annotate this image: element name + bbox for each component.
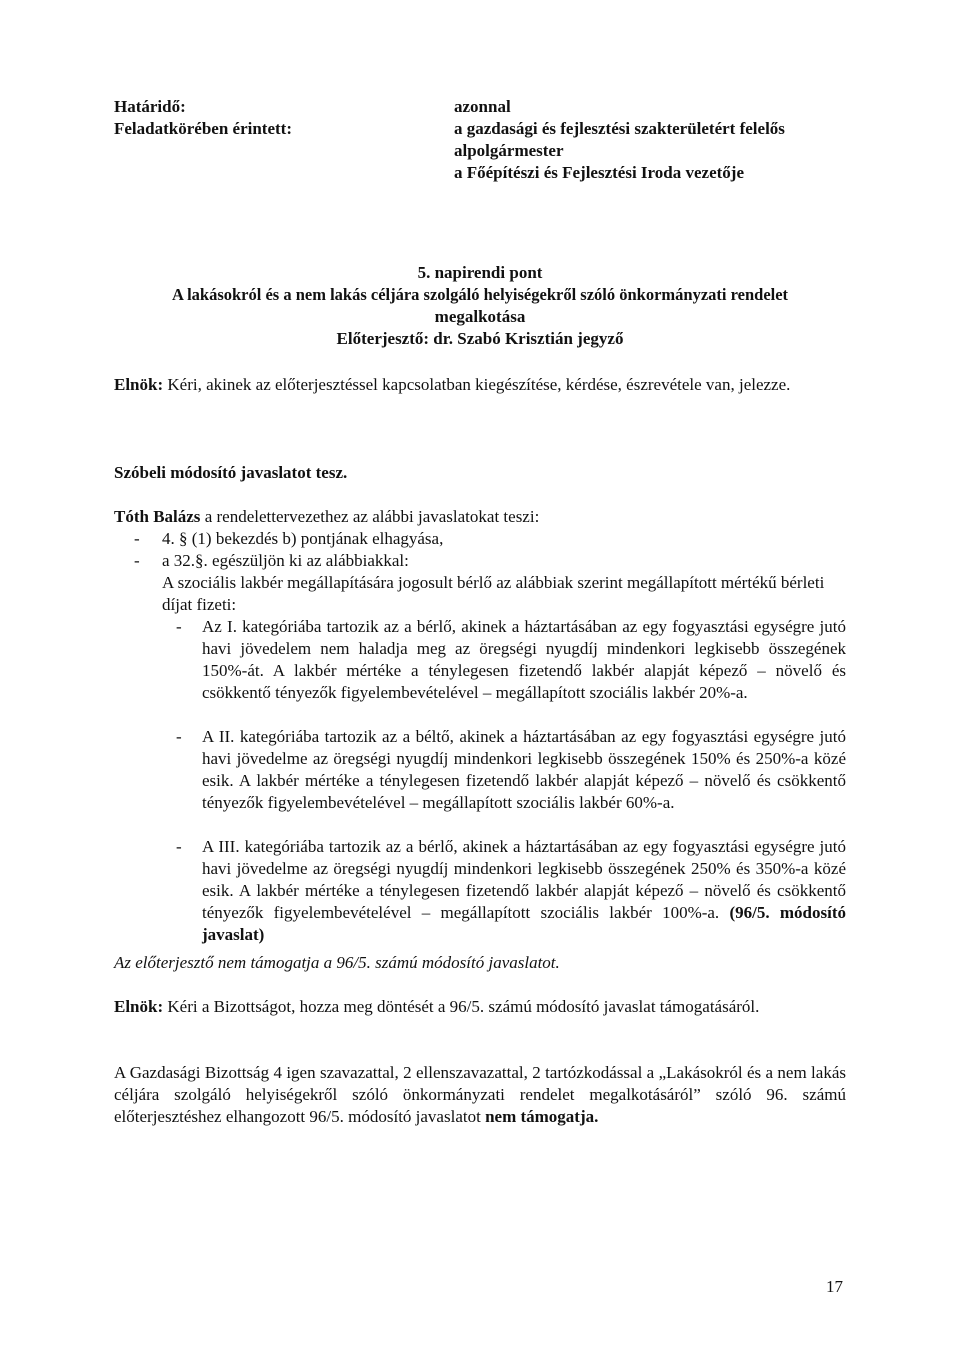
responsible-value-2: alpolgármester bbox=[454, 141, 564, 160]
proposal-item-1: 4. § (1) bekezdés b) pontjának elhagyása, bbox=[162, 529, 444, 548]
chair-speaker-2: Elnök: bbox=[114, 997, 164, 1016]
dash-cat-2: - bbox=[176, 727, 182, 746]
proposal-item-2: a 32.§. egészüljön ki az alábbiakkal: bbox=[162, 551, 409, 570]
dash-cat-1: - bbox=[176, 617, 182, 636]
category-3-body: A III. kategóriába tartozik az a bérlő, akinek a háztartásában az egy fogyasztási egységre jutó havi jövedelme az öregségi nyugdíj mindenkori legkisebb összegének 250% és 350%-a közé esik. A lakbér mértéke a ténylegesen fizetendő lakbér alapját képező – növelő és csökkentő tényezők figyelembevételével – megállapított szociális lakbér 100%-a. bbox=[202, 837, 846, 922]
deadline-label: Határidő: bbox=[114, 97, 186, 116]
oral-amendment-heading: Szóbeli módosító javaslatot tesz. bbox=[114, 463, 348, 482]
dash-1: - bbox=[134, 529, 140, 548]
responsible-label: Feladatkörében érintett: bbox=[114, 119, 292, 138]
responsible-value-3: a Főépítészi és Fejlesztési Iroda vezetője bbox=[454, 163, 744, 182]
agenda-number: 5. napirendi pont bbox=[417, 263, 543, 282]
agenda-title-line2: megalkotása bbox=[434, 307, 526, 326]
dash-cat-3: - bbox=[176, 837, 182, 856]
category-3-text bbox=[202, 836, 846, 946]
chair-vote-text: Kéri a Bizottságot, hozza meg döntését a 96/5. számú módosító javaslat támogatásáról. bbox=[163, 997, 760, 1016]
decision-text: A Gazdasági Bizottság 4 igen szavazattal, 2 ellenszavazattal, 2 tartózkodással a „Lakásokról és a nem lakás céljára szolgáló helyiségekről szóló önkormányzati rendelet megalkotásáról” szóló 96. számú előterjesztéshez elhangozott 96/5. módosító javaslatot bbox=[114, 1063, 846, 1126]
category-2-text: A II. kategóriába tartozik az a béltő, akinek a háztartásában az egy fogyasztási egységre jutó havi jövedelme az öregségi nyugdíj mindenkori legkisebb összegének 150% és 250%-a közé esik. A lakbér mértéke a ténylegesen fizetendő lakbér alapját képező – növelő és csökkentő tényezők figyelembevételével – megállapított szociális lakbér 60%-a. bbox=[202, 727, 846, 812]
page-number: 17 bbox=[826, 1277, 843, 1296]
chair-request-paragraph bbox=[114, 374, 846, 396]
chair-request-text: Kéri, akinek az előterjesztéssel kapcsolatban kiegészítése, kérdése, észrevétele van, jelezze. bbox=[163, 375, 791, 394]
agenda-title-line1: A lakásokról és a nem lakás céljára szolgáló helyiségekről szóló önkormányzati rendelet bbox=[171, 285, 789, 304]
category-1-text: Az I. kategóriába tartozik az a bérlő, akinek a háztartásában az egy fogyasztási egységre jutó havi jövedelem nem haladja meg az öregségi nyugdíj mindenkori legkisebb összegének 150%-át. A lakbér mértéke a ténylegesen fizetendő lakbér alapját képező – növelő és csökkentő tényezők figyelembevételével – megállapított szociális lakbér 20%-a. bbox=[202, 617, 846, 702]
proposal-intro bbox=[114, 506, 846, 528]
amendment-reference: (96/5. módosító javaslat) bbox=[202, 903, 846, 944]
dash-2: - bbox=[134, 551, 140, 570]
responsible-value-1: a gazdasági és fejlesztési szakterületért felelős bbox=[454, 119, 785, 138]
decision-paragraph bbox=[114, 1062, 846, 1128]
presenter-note: Az előterjesztő nem támogatja a 96/5. számú módosító javaslatot. bbox=[114, 953, 560, 972]
deadline-value: azonnal bbox=[454, 97, 511, 116]
decision-result: nem támogatja. bbox=[485, 1107, 599, 1126]
proposal-item-2-text: A szociális lakbér megállapítására jogosult bérlő az alábbiak szerint megállapított mértékű bérleti díjat fizeti: bbox=[162, 573, 825, 614]
agenda-presenter: Előterjesztő: dr. Szabó Krisztián jegyző bbox=[336, 329, 624, 348]
chair-speaker: Elnök: bbox=[114, 375, 164, 394]
proposal-speaker: Tóth Balázs bbox=[114, 507, 201, 526]
proposal-intro-text: a rendelettervezethez az alábbi javaslatokat teszi: bbox=[200, 507, 540, 526]
chair-vote-paragraph bbox=[114, 996, 846, 1018]
